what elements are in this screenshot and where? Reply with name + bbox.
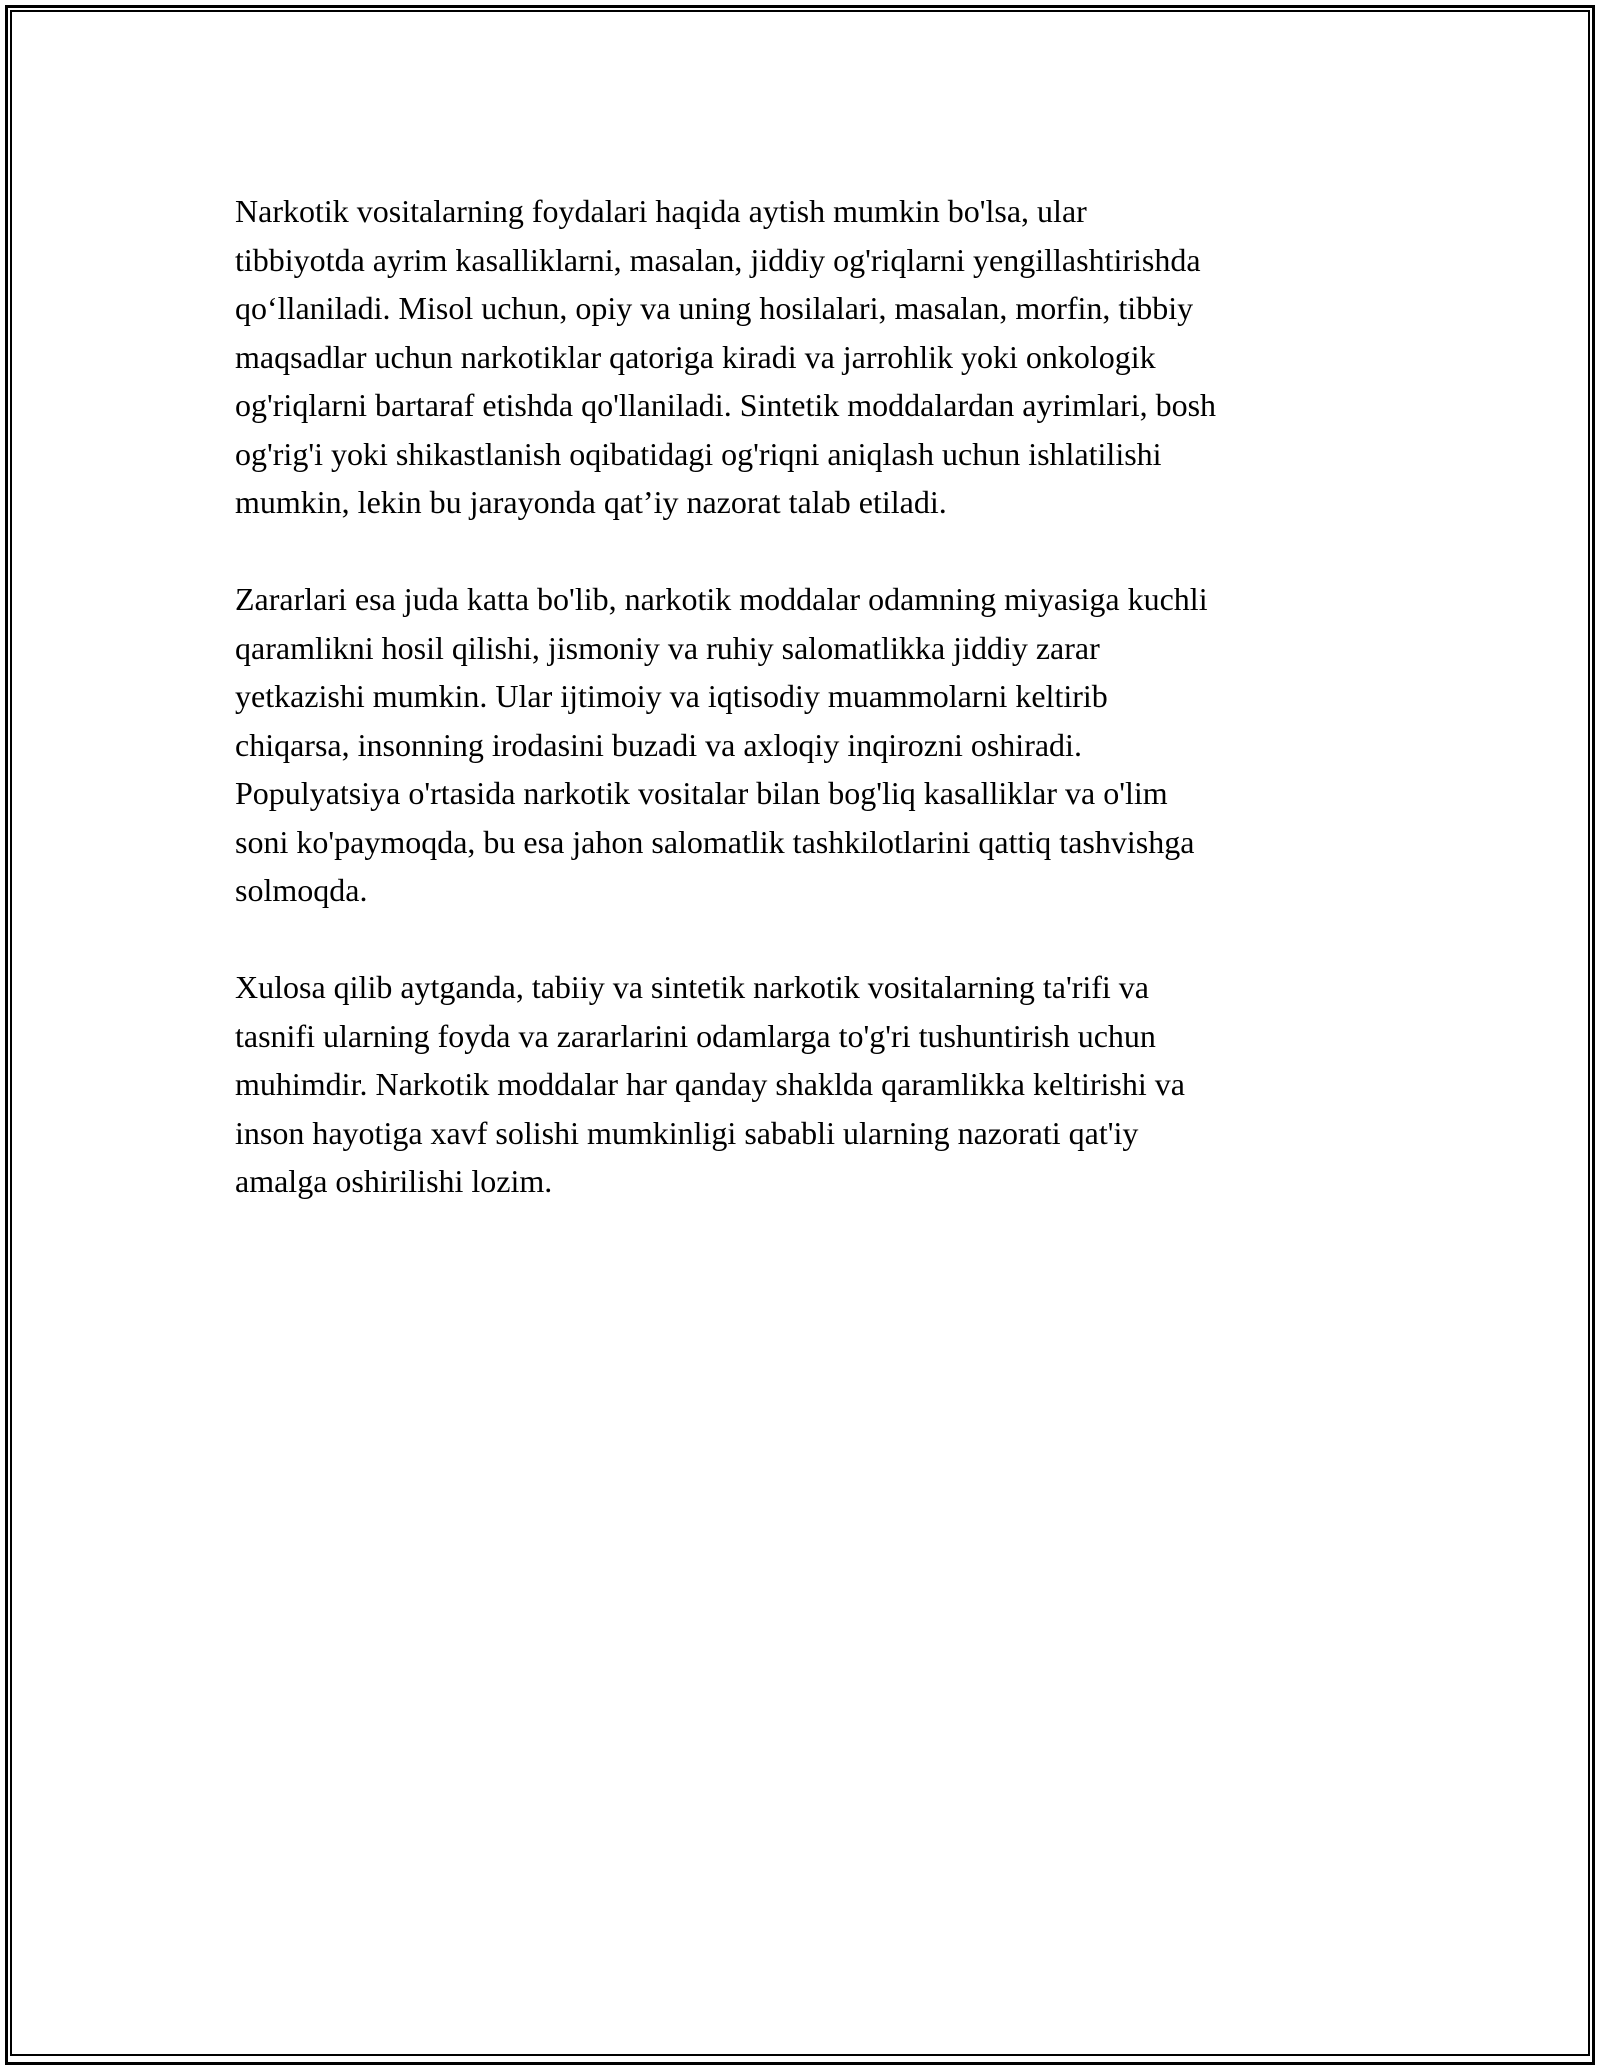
paragraph-benefits: Narkotik vositalarning foydalari haqida aytish mumkin bo'lsa, ular tibbiyotda ayrim kasalliklarni, masalan, jiddiy og'riqlarni yengillashtirishda qo‘llaniladi. Misol uchun, opiy va uning hosilalari, masalan, morfin, tibbiy maqsadlar uchun narkotiklar qatoriga kiradi va jarrohlik yoki onkologik og'riqlarni bartaraf etishda qo'llaniladi. Sintetik moddalardan ayrimlari, bosh og'rig'i yoki shikastlanish oqibatidagi og'riqni aniqlash uchun ishlatilishi mumkin, lekin bu jarayonda qat’iy nazorat talab etiladi.: [235, 193, 1217, 520]
paragraph-conclusion: Xulosa qilib aytganda, tabiiy va sintetik narkotik vositalarning ta'rifi va tasnifi ularning foyda va zararlarini odamlarga to'g'ri tushuntirish uchun muhimdir. Narkotik moddalar har qanday shaklda qaramlikka keltirishi va inson hayotiga xavf solishi mumkinligi sababli ularning nazorati qat'iy amalga oshirilishi lozim.: [235, 969, 1185, 1199]
paragraph-harms: Zararlari esa juda katta bo'lib, narkotik moddalar odamning miyasiga kuchli qaramlikni hosil qilishi, jismoniy va ruhiy salomatlikka jiddiy zarar yetkazishi mumkin. Ular ijtimoiy va iqtisodiy muammolarni keltirib chiqarsa, insonning irodasini buzadi va axloqiy inqirozni oshiradi. Populyatsiya o'rtasida narkotik vositalar bilan bog'liq kasalliklar va o'lim soni ko'paymoqda, bu esa jahon salomatlik tashkilotlarini qattiq tashvishga solmoqda.: [235, 581, 1208, 908]
document-body: [235, 187, 1385, 1254]
